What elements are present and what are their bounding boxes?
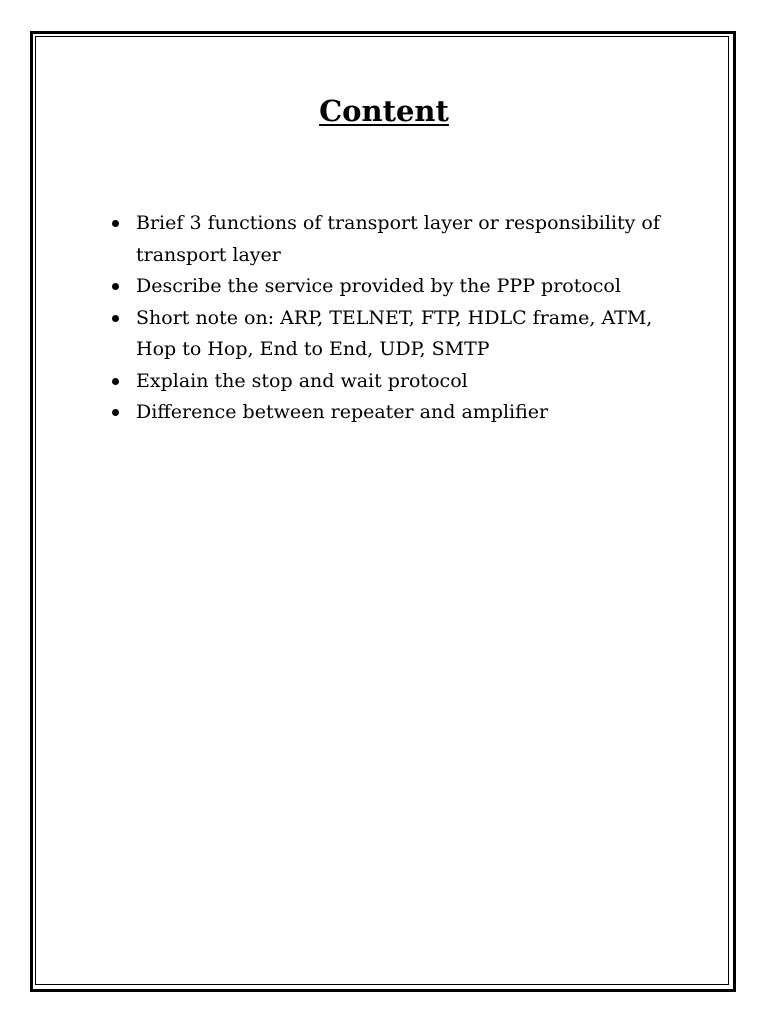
list-item [112,271,682,303]
list-item-text: Difference between repeater and amplifier [136,401,549,423]
list-item [112,366,682,398]
bullet-icon [112,283,119,290]
page-title: Content [319,94,449,128]
content-list [112,208,682,429]
bullet-icon [112,220,119,227]
list-item-text: Short note on: ARP, TELNET, FTP, HDLC frame, ATM, Hop to Hop, End to End, UDP, SMTP [136,306,653,360]
list-item [112,208,682,271]
list-item-text: Brief 3 functions of transport layer or responsibility of transport layer [136,212,660,266]
list-item [112,397,682,429]
list-item-text: Describe the service provided by the PPP protocol [136,275,621,297]
list-item [112,303,682,366]
page-border-inner [35,36,729,985]
list-item-text: Explain the stop and wait protocol [136,369,468,392]
bullet-icon [112,378,119,385]
bullet-icon [112,315,119,322]
bullet-icon [112,409,119,416]
